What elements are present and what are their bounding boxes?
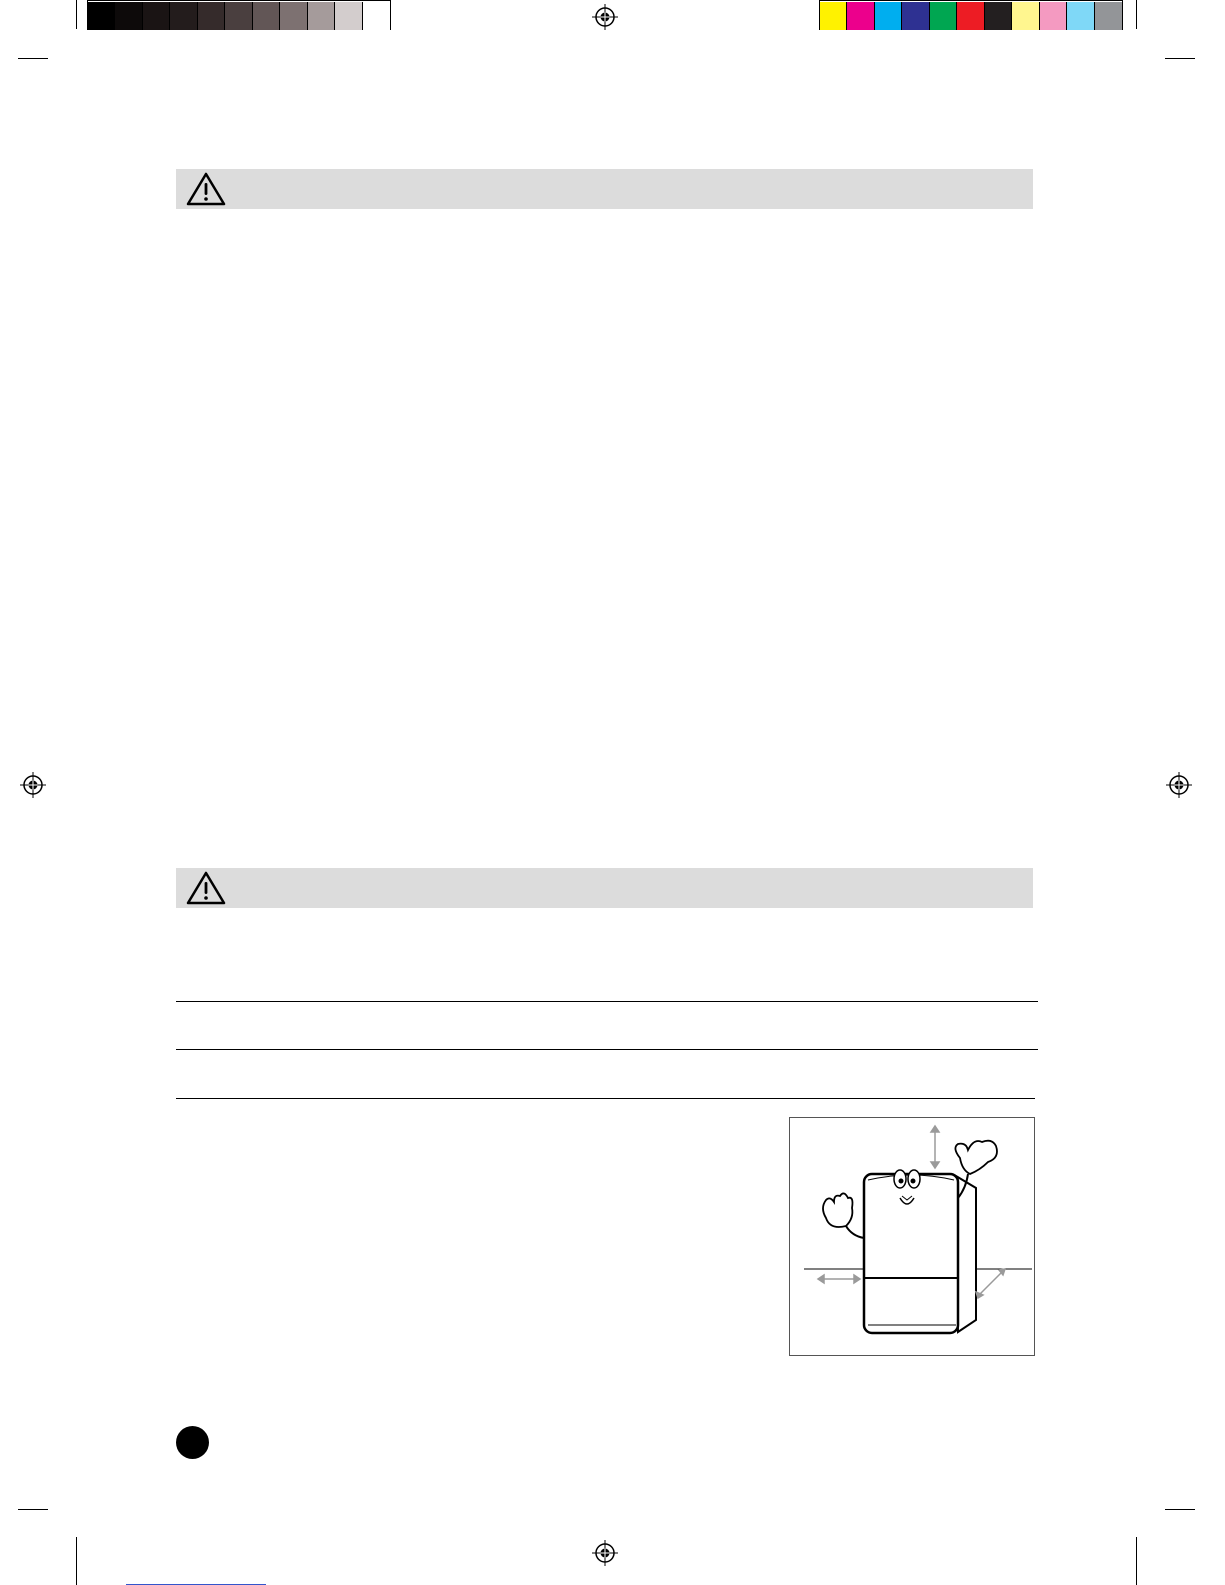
section-divider — [176, 1098, 1035, 1099]
color-swatch — [335, 2, 362, 30]
crop-mark — [18, 58, 48, 59]
color-swatch — [902, 2, 929, 30]
crop-mark — [76, 0, 77, 29]
color-swatch — [143, 2, 170, 30]
color-swatch — [253, 2, 280, 30]
crop-mark — [1136, 1537, 1137, 1585]
registration-target-icon — [20, 772, 46, 798]
color-swatch — [225, 2, 252, 30]
color-swatch — [170, 2, 197, 30]
color-swatch — [820, 2, 847, 30]
color-swatch — [985, 2, 1012, 30]
registration-target-icon — [592, 4, 618, 30]
crop-mark — [1136, 0, 1137, 29]
color-swatch — [1067, 2, 1094, 30]
section-divider — [176, 1001, 1038, 1002]
color-swatch — [280, 2, 307, 30]
crop-mark — [18, 1509, 48, 1510]
process-color-bar — [819, 0, 1123, 30]
color-swatch — [1095, 2, 1122, 30]
color-swatch — [930, 2, 957, 30]
crop-mark — [76, 1537, 77, 1585]
grayscale-color-bar — [87, 0, 391, 30]
page-number-marker — [176, 1426, 209, 1459]
color-swatch — [1040, 2, 1067, 30]
color-swatch — [115, 2, 142, 30]
warning-triangle-icon — [186, 172, 226, 206]
color-swatch — [198, 2, 225, 30]
warning-triangle-icon — [186, 871, 226, 905]
registration-target-icon — [1166, 772, 1192, 798]
crop-mark — [1165, 58, 1195, 59]
color-swatch — [847, 2, 874, 30]
color-swatch — [88, 2, 115, 30]
color-swatch — [1012, 2, 1039, 30]
crop-mark — [1165, 1509, 1195, 1510]
color-swatch — [957, 2, 984, 30]
warning-header-bar — [176, 169, 1033, 209]
section-divider — [176, 1049, 1038, 1050]
color-swatch — [363, 2, 390, 30]
color-swatch — [308, 2, 335, 30]
refrigerator-mascot-illustration — [790, 1118, 1034, 1355]
warning-header-bar — [176, 868, 1033, 908]
registration-target-icon — [592, 1540, 618, 1566]
installation-clearance-figure — [789, 1117, 1035, 1356]
color-swatch — [875, 2, 902, 30]
